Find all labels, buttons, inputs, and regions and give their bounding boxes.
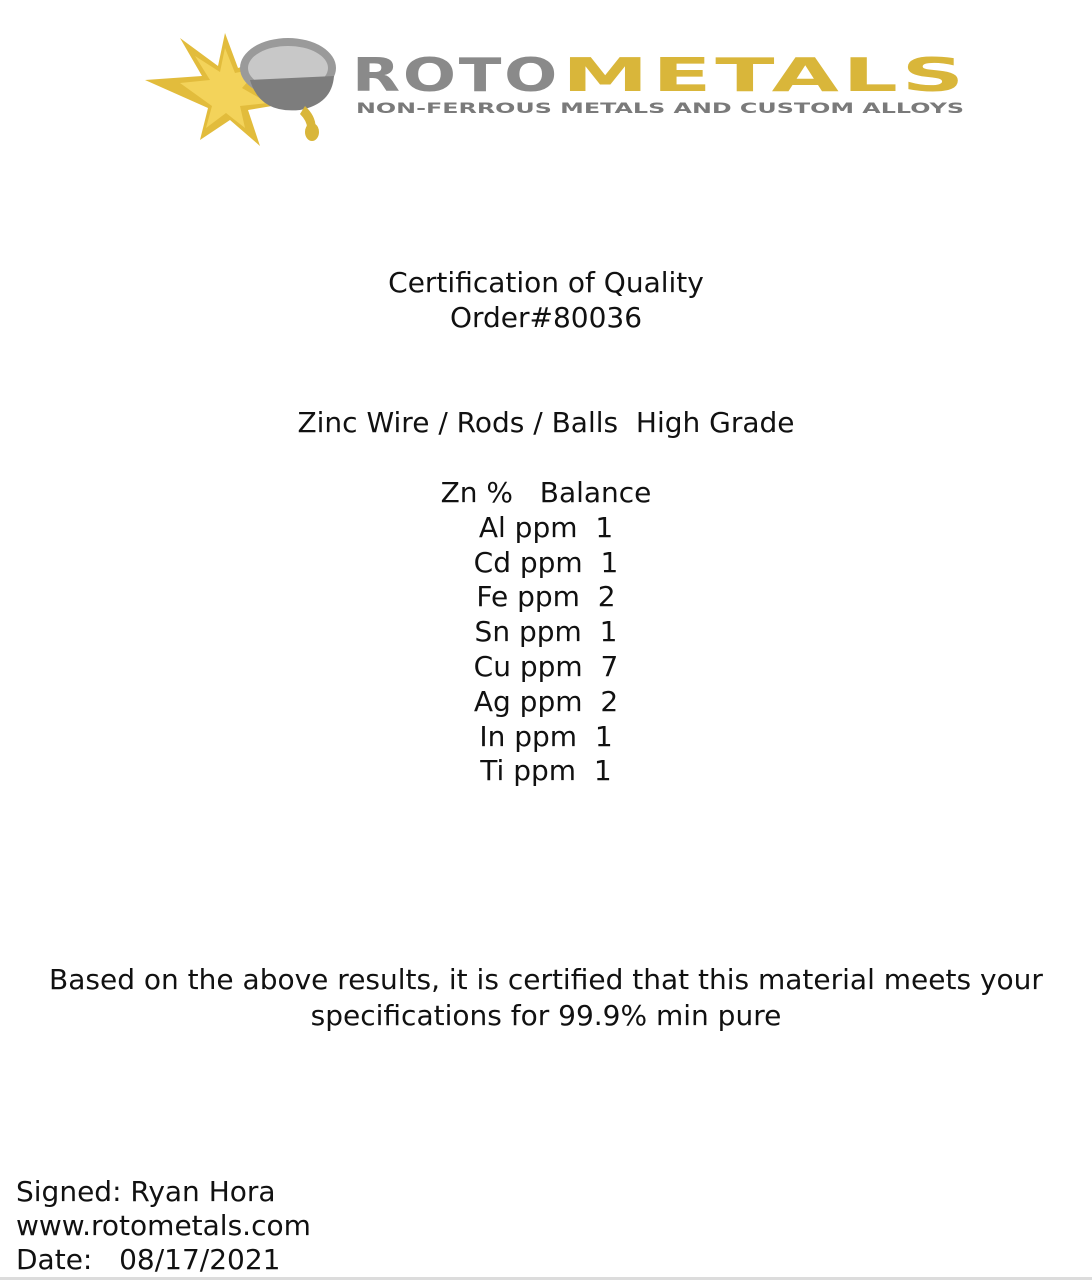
date-value: 08/17/2021 [119, 1243, 281, 1276]
element-value: 2 [600, 684, 619, 718]
website-link[interactable]: www.rotometals.com [16, 1209, 311, 1242]
logo-graphic [140, 28, 980, 148]
statement-line-2: specifications for 99.9% min pure [310, 999, 782, 1032]
signed-by: Signed: Ryan Hora [16, 1175, 276, 1208]
composition-row [0, 546, 1092, 581]
composition-row [0, 754, 1092, 789]
product-label: Zinc Wire / Rods / Balls High Grade [297, 406, 795, 439]
element-label: In ppm [479, 719, 578, 753]
logo-tagline: NON-FERROUS METALS AND CUSTOM ALLOYS [356, 101, 964, 117]
element-label: Cu ppm [473, 649, 583, 683]
element-value: Balance [539, 476, 652, 509]
element-value: 7 [600, 649, 619, 683]
ladle-icon [240, 38, 336, 141]
element-label: Al ppm [478, 510, 578, 544]
order-number: Order#80036 [449, 301, 643, 334]
logo-wordmark-left: ROTO [352, 48, 560, 102]
rotometals-logo [140, 28, 980, 148]
title-block [0, 265, 1092, 335]
date-label: Date: [16, 1243, 93, 1276]
composition-row [0, 580, 1092, 615]
composition-row [0, 650, 1092, 685]
element-label: Fe ppm [476, 580, 580, 614]
product-name [0, 405, 1092, 440]
element-value: 1 [599, 615, 618, 649]
element-value: 1 [600, 545, 619, 579]
logo-wordmark-right: METALS [562, 48, 968, 102]
certification-statement [20, 962, 1072, 1034]
document-title: Certification of Quality [388, 266, 704, 299]
statement-line-1: Based on the above results, it is certified that this material meets your [49, 963, 1043, 996]
composition-row [0, 720, 1092, 755]
composition-row [0, 511, 1092, 546]
element-label: Cd ppm [473, 545, 583, 579]
element-value: 2 [597, 580, 616, 614]
element-label: Ti ppm [480, 754, 577, 788]
composition-row [0, 685, 1092, 720]
element-label: Sn ppm [474, 615, 582, 649]
element-label: Zn % [440, 476, 514, 509]
composition-row [0, 615, 1092, 650]
element-label: Ag ppm [473, 684, 583, 718]
element-value: 1 [594, 719, 613, 753]
signature-footer [16, 1175, 311, 1277]
date-line [16, 1243, 311, 1277]
element-value: 1 [595, 510, 614, 544]
composition-list [0, 476, 1092, 789]
composition-row [0, 476, 1092, 511]
element-value: 1 [593, 754, 612, 788]
